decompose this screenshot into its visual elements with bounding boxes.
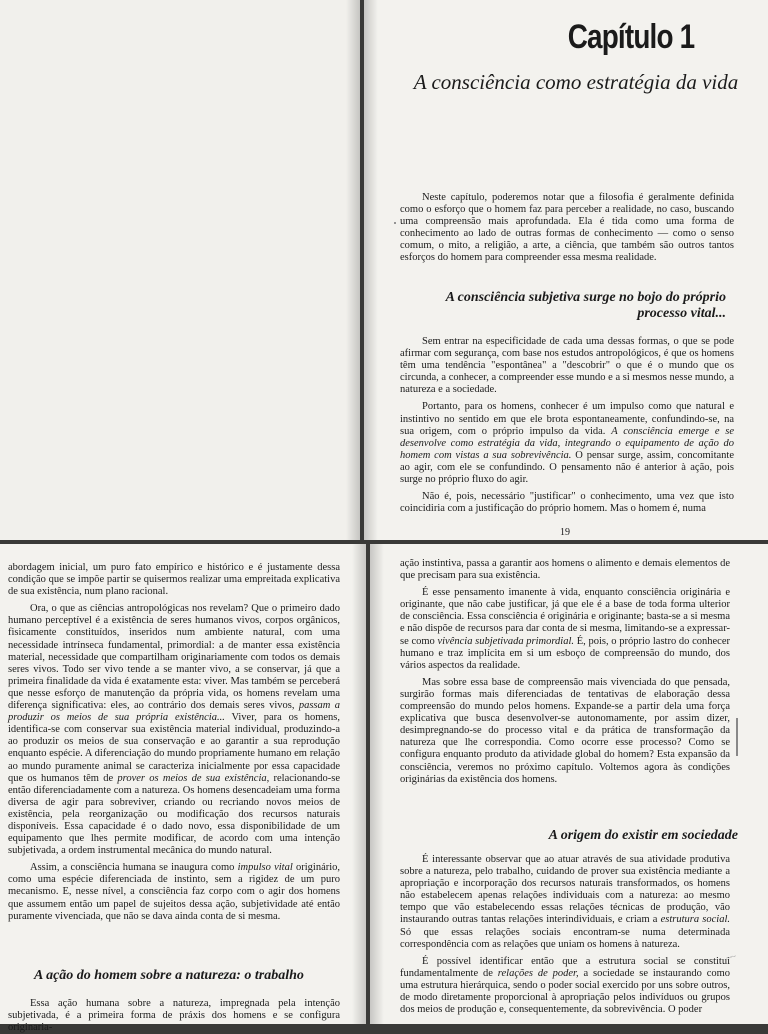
paragraph: abordagem inicial, um puro fato empírico e histórico e é justamente dessa condição que se impõe partir se quisermos realizar uma empreitada explicativa de sua existência, num plano racional. [8, 562, 340, 598]
text-run: Ora, o que as ciências antropológicas nos revelam? Que o primeiro dado humano perceptível é a existência de seres humanos vivos, corpos orgânicos, fisicamente constituídos, inseridos num ambiente natural, com uma necessidade intrínseca fundamental, primordial: a de manter essa existência material, necessidade que compartilham originariamente com todos os demais seres vivos. Todo ser vivo tende a se manter vivo, a se conservar, já que a primeira finalidade da vida é exatamente esta: viver. Mas também se perceberá que nesse esforço de manutenção da própria vida, os homens revelam uma diferença significativa: eles, ao contrário dos demais seres vivos, [8, 603, 340, 712]
body-text [400, 558, 730, 786]
chapter-title: Capítulo 1 [567, 18, 695, 56]
right-text-page [370, 544, 768, 1024]
body-text [400, 854, 730, 1016]
text-run: Viver, para os homens, identifica-se com conservar sua existência material individual, produzindo-a ao produzir os meios de sua conservação e ao garantir a sua reprodução enquanto espécie. A diferenciação do mundo propriamente humano em relação ao mundo puramente animal se caracteriza inicialmente por essa capacidade que os humanos têm de [8, 712, 340, 784]
paragraph [8, 862, 340, 922]
emphasis-text: vivência subjetivada primordial. [437, 635, 575, 647]
margin-scribble: ~~ [725, 951, 737, 963]
margin-pencil-mark [736, 718, 738, 756]
intro-paragraph-block [400, 192, 734, 265]
text-run: originário, como uma espécie diferenciada de instinto, sem a rigidez de um puro mecanismo. E, nesse nível, a consciência faz corpo com o agir dos homens que assumem então um papel de sujeitos dessa ação, subjetividade até então puramente vivenciada, que não se dava ainda conta de si mesma. [8, 862, 341, 922]
scan-speck [394, 222, 396, 224]
section-heading: A ação do homem sobre a natureza: o trabalho [34, 968, 304, 983]
paragraph: Sem entrar na especificidade de cada uma dessas formas, o que se pode afirmar com segurança, com base nos estudos antropológicos, é que os homens têm uma tendência "espontânea" a "descobrir" o que é o mundo que os circunda, a conhecer, a compreender esse mundo e a si mesmos nesse mundo, a natureza e a sociedade. [400, 336, 734, 396]
left-text-page [0, 544, 366, 1034]
text-run: É, pois, o próprio lastro do conhecer humano e traz implícita em si um esboço de compreensão do mundo, dos vários aspectos da realidade. [400, 635, 730, 671]
gutter-shadow [352, 544, 366, 1024]
chapter-subtitle: A consciência como estratégia da vida [413, 70, 739, 94]
section-heading: A origem do existir em sociedade [548, 828, 738, 843]
body-text [8, 998, 340, 1034]
text-run: O pensar surge, assim, concomitante ao agir, com ele se confundindo. O pensamento não é anterior à ação, pois surge no próprio fluxo do agir. [400, 449, 734, 486]
text-run: Só que essas relações sociais encontram-se numa determinada correspondência com as relações que uniam os homens à natureza. [400, 926, 730, 950]
section-heading-line-1: A consciência subjetiva surge no bojo do próprio [445, 290, 726, 305]
section-heading-line-2: processo vital... [637, 306, 726, 321]
text-run: É esse pensamento imanente à vida, enquanto consciência originária e originante, que não cabe justificar, já que ele é a base de toda forma ulterior de consciência. Essa consciência é originária e originante; basta-se a si mesma e não dispõe de recursos para dar conta de si mesma, limitando-se a expressar-se como [400, 587, 730, 647]
blank-left-page [0, 0, 360, 540]
text-run: É interessante observar que ao atuar através de sua atividade produtiva sobre a natureza, pelo trabalho, cuidando de prover sua existência mediante a apropriação e incorporação dos recursos naturais transformados, os homens não estabelecem apenas relações individuais com a natureza: ao mesmo tempo que vão estabelecendo essas relações técnicas de produção, vão instaurando outras tantas relações interindividuais, e criam a [400, 854, 730, 926]
emphasis-text: passam a produzir os meios de sua própria existência... [8, 700, 340, 724]
paragraph: ação instintiva, passa a garantir aos homens o alimento e demais elementos de que precisam para sua existência. [400, 558, 730, 582]
paragraph [400, 854, 730, 951]
body-text [400, 336, 734, 515]
paragraph [400, 401, 734, 486]
emphasis-text: A consciência emerge e se desenvolve como estratégia da vida, integrando o equipamento de ação do homem com vistas a sua sobrevivência. [400, 425, 734, 461]
gutter-shadow [346, 0, 360, 540]
text-run: Assim, a consciência humana se inaugura como [30, 862, 235, 874]
paragraph: Mas sobre essa base de compreensão mais vivenciada do que pensada, surgirão formas mais diferenciadas de tentativas de elaboração dessa compreensão do mundo pelos homens. Expande-se a partir dela uma força explicativa que busca desenvolver-se autonomamente, por assim dizer, desimpregnando-se do processo vital e da prática de transformação da natureza que lhe correspondia. Como ocorre esse processo? Como se configura enquanto produto da atividade global do homem? Esta expansão da consciência, veremos no próximo capítulo. Voltemos agora às condições originárias da existência dos homens. [400, 676, 730, 785]
paragraph [8, 603, 340, 857]
body-text [8, 562, 340, 923]
text-run: Portanto, para os homens, conhecer é um impulso como que natural e instintivo no sentido em que ele brota espontaneamente, confundindo-se, na sua origem, com o próprio impulso da vida. [400, 401, 734, 437]
intro-paragraph: Neste capítulo, poderemos notar que a filosofia é geralmente definida como o esforço que o homem faz para perceber a realidade, no caso, buscando uma compreensão mais aprofundada. Ela é tida como uma forma de conhecimento ao lado de outras formas de conhecimento — como o senso comum, o mito, a religião, a arte, a ciência, que também são outros tantos esforços do homem para compreender essa mesma realidade. [400, 192, 734, 264]
paragraph: Essa ação humana sobre a natureza, impregnada pela intenção subjetivada, é a primeira forma de práxis dos homens e se configura originaria- [8, 998, 340, 1034]
text-run: a sociedade se instaurando como uma estrutura hierárquica, sendo o poder social exercido por uns sobre outros, de modo diretamente proporcional à apropriação pelos indivíduos ou grupos dos meios de produção e, consequentemente, da sobrevivência. O poder [400, 967, 731, 1016]
section-heading [396, 290, 726, 322]
page-number: 19 [560, 527, 570, 538]
emphasis-text: impulso vital [237, 862, 293, 874]
emphasis-text: prover os meios de sua existência, [117, 772, 270, 784]
text-run: É possível identificar então que a estrutura social se constitui fundamentalmente de [400, 955, 730, 979]
paragraph [400, 956, 730, 1016]
gutter-shadow [370, 544, 384, 1024]
text-run: relacionando-se então diferenciadamente com a natureza. Os homens desencadeiam uma forma diversa de agir para sobreviver, criando ou recriando novos meios de existência, pela reorganização ou modificação dos recursos naturais disponíveis. Essa capacidade é o dado novo, essa disponibilidade de um equipamento que lhes permite modificar, de acordo com uma intenção subjetivada, a ordem instrumental mecânica do mundo natural. [8, 772, 340, 857]
emphasis-text: estrutura social. [660, 914, 730, 926]
emphasis-text: relações de poder, [497, 967, 579, 979]
chapter-opening-page [364, 0, 768, 540]
paragraph [400, 587, 730, 672]
paragraph: Não é, pois, necessário "justificar" o conhecimento, uma vez que isto coincidiria com a justificação do próprio homem. Mas o homem é, numa [400, 491, 734, 515]
gutter-shadow [364, 0, 378, 540]
